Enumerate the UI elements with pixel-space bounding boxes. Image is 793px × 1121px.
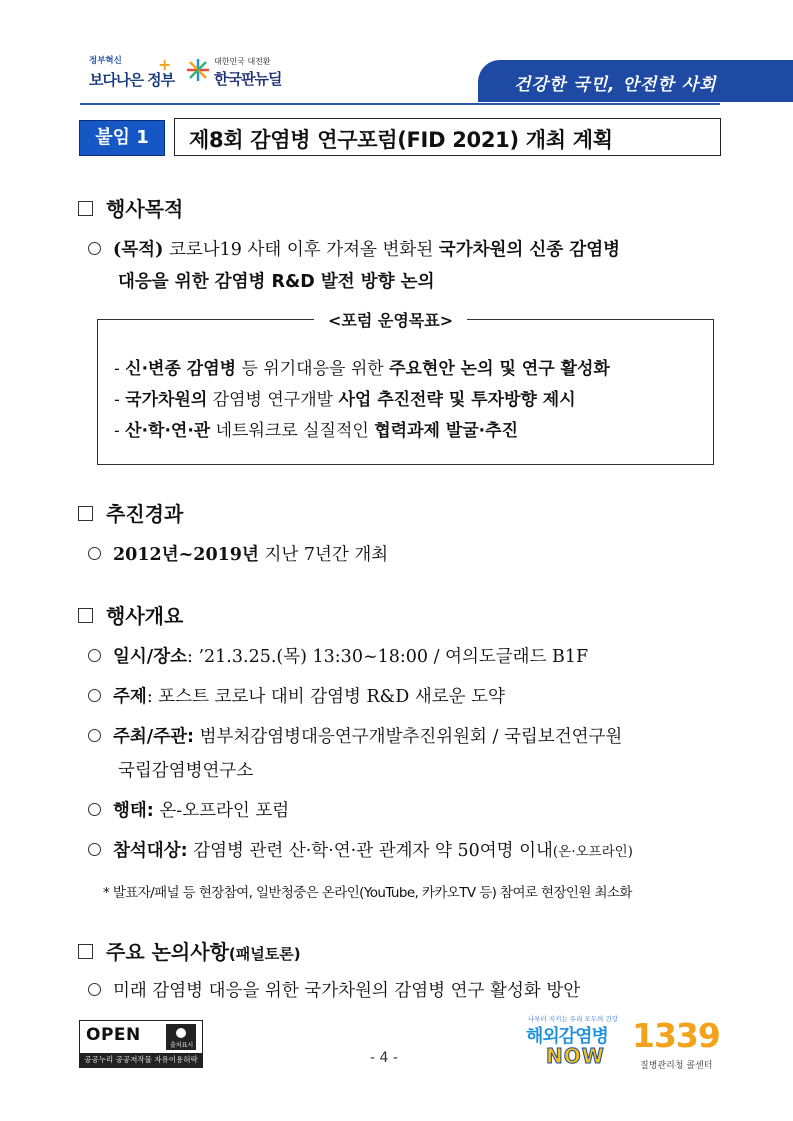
circle-bullet-icon [88, 729, 101, 742]
progress-item: 2012년~2019년 지난 7년간 개최 [88, 541, 388, 566]
open-license-logo: OPEN 출처표시 공공누리 공공저작물 자유이용허락 [79, 1020, 203, 1068]
section-heading-overview: 행사개요 [78, 600, 183, 629]
circle-bullet-icon [88, 689, 101, 702]
section-heading-purpose: 행사목적 [78, 193, 183, 222]
goal-item: - 신·변종 감염병 등 위기대응을 위한 주요현안 논의 및 연구 활성화 [114, 359, 610, 379]
goal-item: - 산·학·연·관 네트워크로 실질적인 협력과제 발굴·추진 [114, 421, 518, 441]
purpose-item-continuation: 대응을 위한 감염병 R&D 발전 방향 논의 [118, 272, 435, 292]
slogan-banner: 건강한 국민, 안전한 사회 [478, 60, 793, 102]
circle-bullet-icon [88, 843, 101, 856]
circle-bullet-icon [88, 983, 101, 996]
attendance-note: * 발표자/패널 등 현장참여, 일반청중은 온라인(YouTube, 카카오TV 등) 참여로 현장인원 최소화 [103, 885, 632, 901]
government-innovation-logo: 정부혁신 보다나은 정부 + [89, 55, 175, 89]
korean-new-deal-logo: 대한민국 대전환 한국판뉴딜 [186, 54, 298, 92]
overseas-infection-now-logo: 나부터 지키는 우리 모두의 건강 해외감염병 NOW [526, 1015, 618, 1068]
overview-item-format: 행태: 온-오프라인 포럼 [88, 797, 289, 822]
circle-bullet-icon [88, 649, 101, 662]
burst-icon [186, 58, 210, 82]
page-title: 제8회 감염병 연구포럼(FID 2021) 개최 계획 [174, 118, 721, 156]
overview-item-datetime: 일시/장소: ’21.3.25.(목) 13:30~18:00 / 여의도글래드 B1F [88, 643, 588, 668]
header-divider [80, 103, 720, 105]
checkbox-square-icon [78, 608, 93, 623]
section-heading-discussion: 주요 논의사항(패널토론) [78, 936, 301, 965]
circle-bullet-icon [88, 547, 101, 560]
checkbox-square-icon [78, 506, 93, 521]
forum-goals-title: <포럼 운영목표> [314, 308, 467, 331]
purpose-item: (목적) 코로나19 사태 이후 가져올 변화된 국가차원의 신종 감염병 [88, 236, 620, 261]
1339-digits: 1339 [632, 1016, 720, 1055]
checkbox-square-icon [78, 944, 93, 959]
checkbox-square-icon [78, 201, 93, 216]
attribution-badge: 출처표시 [166, 1024, 196, 1050]
section-heading-progress: 추진경과 [78, 498, 183, 527]
discussion-item: 미래 감염병 대응을 위한 국가차원의 감염병 연구 활성화 방안 [88, 977, 580, 1002]
overview-item-topic: 주제: 포스트 코로나 대비 감염병 R&D 새로운 도약 [88, 683, 505, 708]
overview-item-host-continuation: 국립감염병연구소 [118, 761, 254, 781]
person-icon [176, 1028, 186, 1038]
goal-item: - 국가차원의 감염병 연구개발 사업 추진전략 및 투자방향 제시 [114, 390, 576, 410]
attachment-tag: 붙임 1 [79, 120, 165, 156]
overview-item-attendees: 참석대상: 감염병 관련 산·학·연·관 관계자 약 50여명 이내(온·오프라인) [88, 837, 633, 862]
overview-item-host: 주최/주관: 범부처감염병대응연구개발추진위원회 / 국립보건연구원 [88, 723, 622, 748]
call-center-1339-logo: 1339 질병관리청 콜센터 [632, 1016, 720, 1071]
plus-icon: + [158, 55, 172, 74]
circle-bullet-icon [88, 242, 101, 255]
page-number: - 4 - [370, 1050, 398, 1066]
circle-bullet-icon [88, 803, 101, 816]
